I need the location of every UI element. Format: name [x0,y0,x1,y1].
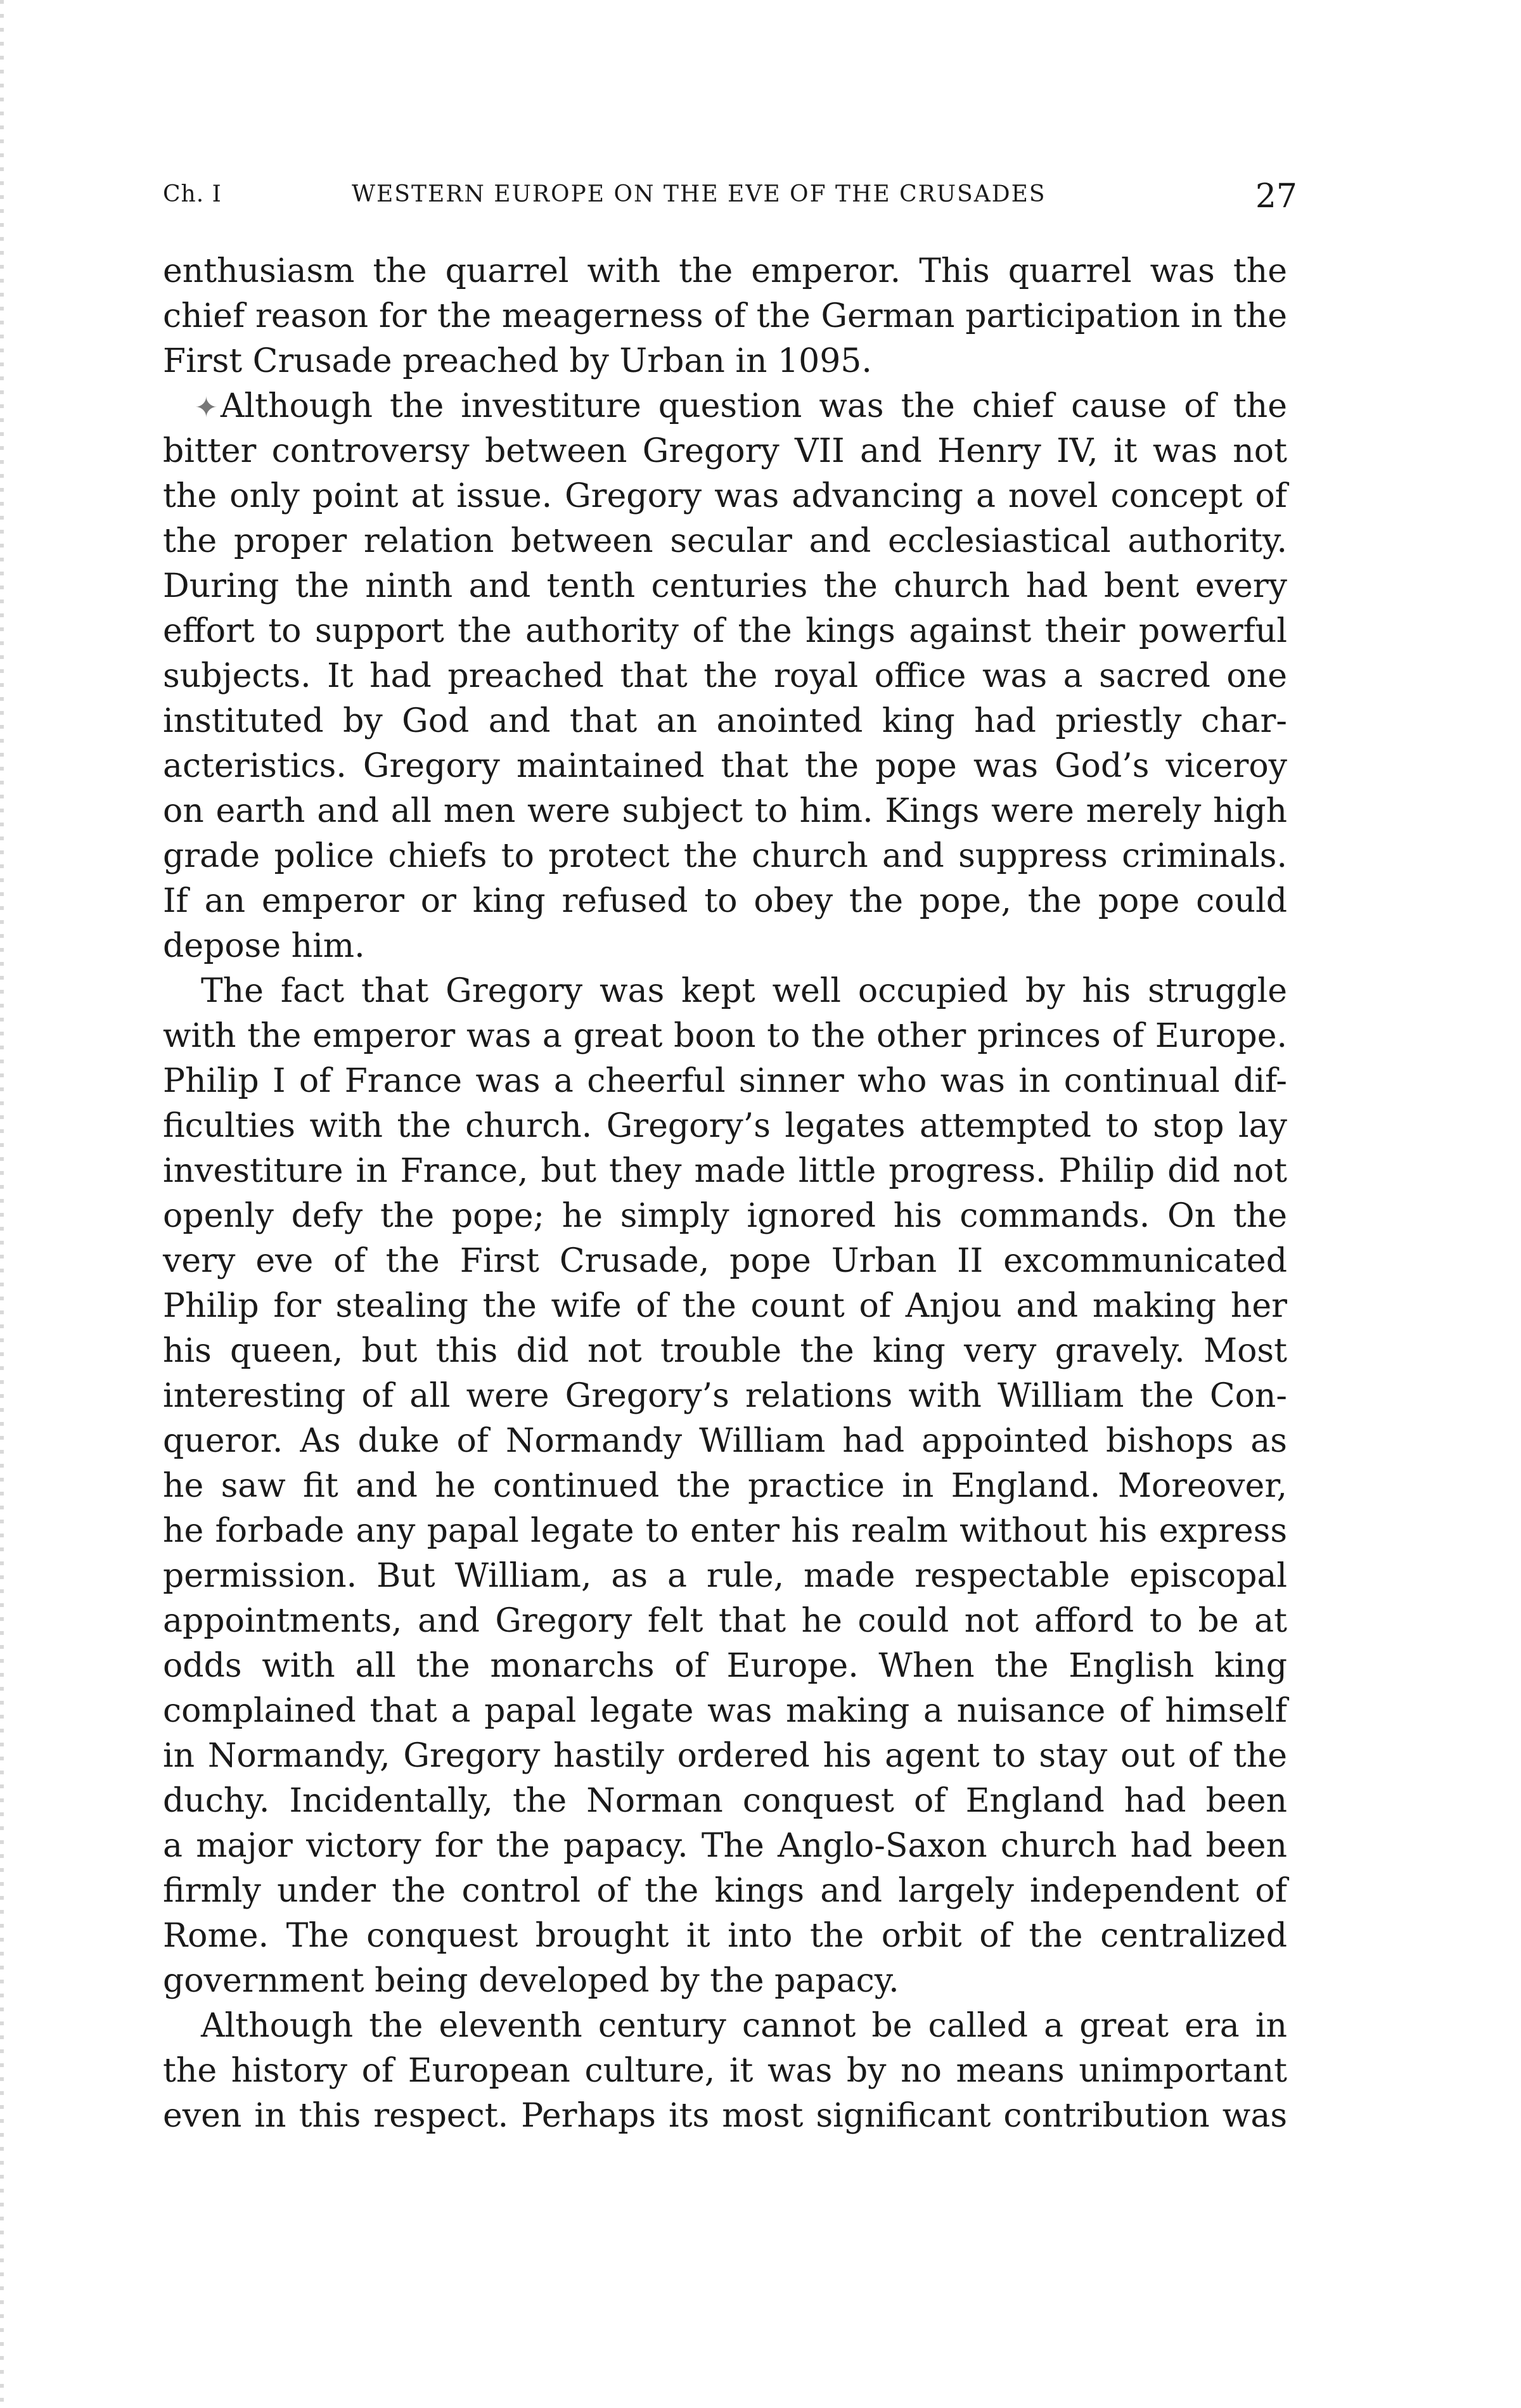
margin-mark-icon: ✦ [195,392,218,424]
page-number: 27 [1255,177,1297,215]
text-line: he saw fit and he continued the practice in England. Moreover, [163,1467,1287,1505]
text-line: the only point at issue. Gregory was advancing a novel concept of [163,477,1287,515]
paragraph [163,2004,1287,2139]
text-line: his queen, but this did not trouble the king very gravely. Most [163,1332,1287,1370]
text-line: queror. As duke of Normandy William had appointed bishops as [163,1422,1287,1460]
text-line: Although the investiture question was the chief cause of the [220,387,1287,425]
text-line: very eve of the First Crusade, pope Urban II excommunicated [163,1242,1287,1280]
text-line: government being developed by the papacy. [163,1962,899,2000]
text-line: First Crusade preached by Urban in 1095. [163,342,872,380]
text-line: interesting of all were Gregory’s relations with William the Con- [163,1377,1287,1415]
text-line: acteristics. Gregory maintained that the pope was God’s viceroy [163,747,1287,785]
text-line: If an emperor or king refused to obey the pope, the pope could [163,882,1287,920]
chapter-label: Ch. I [163,181,222,207]
text-line: firmly under the control of the kings and largely independent of [163,1872,1287,1910]
text-line: ficulties with the church. Gregory’s legates attempted to stop lay [163,1107,1287,1145]
text-line: he forbade any papal legate to enter his realm without his express [163,1512,1287,1550]
text-line: duchy. Incidentally, the Norman conquest of England had been [163,1782,1287,1820]
text-line: subjects. It had preached that the royal office was a sacred one [163,657,1287,695]
text-line: Philip for stealing the wife of the count of Anjou and making her [163,1287,1287,1325]
text-line: Rome. The conquest brought it into the orbit of the centralized [163,1917,1287,1955]
text-line: a major victory for the papacy. The Anglo-Saxon church had been [163,1827,1287,1865]
text-line: appointments, and Gregory felt that he could not afford to be at [163,1602,1287,1640]
text-line: enthusiasm the quarrel with the emperor. This quarrel was the [163,252,1287,290]
text-line: instituted by God and that an anointed king had priestly char- [163,702,1287,740]
text-line-first [163,384,1287,429]
text-line: During the ninth and tenth centuries the church had bent every [163,567,1287,605]
paragraph [163,384,1287,969]
text-line: depose him. [163,927,365,965]
text-line: the history of European culture, it was by no means unimportant [163,2052,1287,2090]
text-line: Although the eleventh century cannot be called a great era in [201,2007,1287,2045]
text-line: grade police chiefs to protect the church and suppress criminals. [163,837,1287,875]
paragraph [163,249,1287,384]
text-line: The fact that Gregory was kept well occupied by his struggle [201,972,1287,1010]
body-text [163,249,1287,2139]
text-line: the proper relation between secular and ecclesiastical authority. [163,522,1287,560]
text-line: bitter controversy between Gregory VII and Henry IV, it was not [163,432,1287,470]
text-line: openly defy the pope; he simply ignored his commands. On the [163,1197,1287,1235]
text-line: investiture in France, but they made little progress. Philip did not [163,1152,1287,1190]
text-line: effort to support the authority of the kings against their powerful [163,612,1287,650]
text-line: complained that a papal legate was making a nuisance of himself [163,1692,1287,1730]
page-edge [0,0,4,2408]
text-line: in Normandy, Gregory hastily ordered his agent to stay out of the [163,1737,1287,1775]
paragraph [163,969,1287,2004]
running-head [163,177,1297,219]
text-line: Philip I of France was a cheerful sinner who was in continual dif- [163,1062,1287,1100]
running-title: WESTERN EUROPE ON THE EVE OF THE CRUSADES [352,181,1046,207]
text-line: permission. But William, as a rule, made respectable episcopal [163,1557,1287,1595]
text-line: chief reason for the meagerness of the German participation in the [163,297,1287,335]
text-line: odds with all the monarchs of Europe. When the English king [163,1647,1287,1685]
text-line: with the emperor was a great boon to the other princes of Europe. [163,1017,1287,1055]
text-line: even in this respect. Perhaps its most significant contribution was [163,2097,1287,2135]
text-line: on earth and all men were subject to him. Kings were merely high [163,792,1287,830]
